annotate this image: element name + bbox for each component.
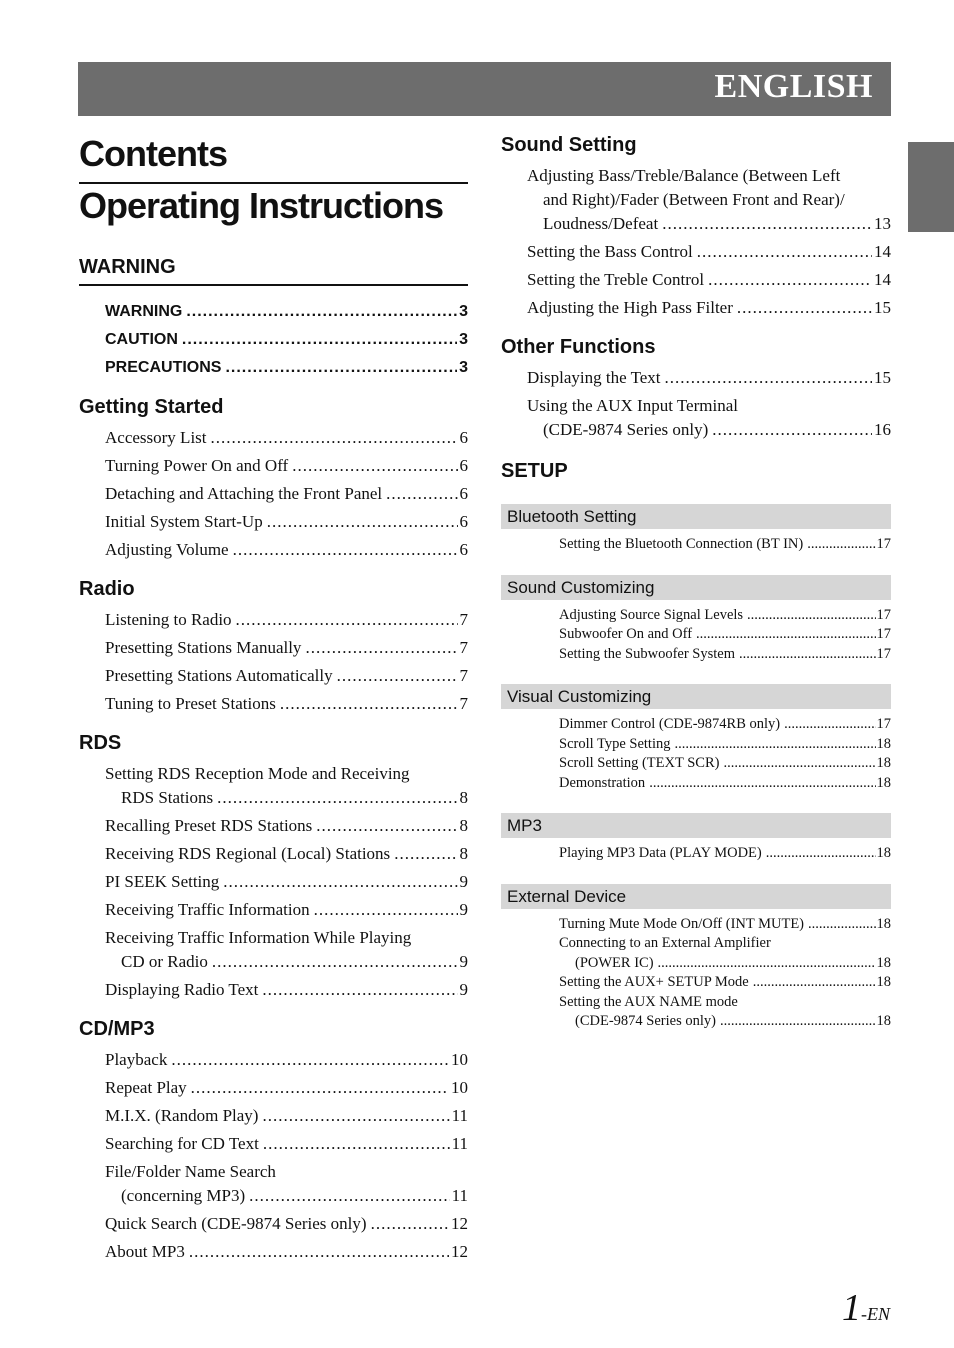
toc-entry[interactable]: Adjusting the High Pass Filter ..... 15 <box>501 296 891 320</box>
toc-entry[interactable]: Quick Search (CDE-9874 Series only) ..... 12 <box>79 1212 468 1236</box>
toc-entry[interactable]: PRECAUTIONS ..... 3 <box>79 356 468 380</box>
toc-entry[interactable]: Adjusting Volume ..... 6 <box>79 538 468 562</box>
right-column <box>501 132 891 1032</box>
toc-entry[interactable]: Turning Power On and Off ..... 6 <box>79 454 468 478</box>
toc-entry[interactable]: Displaying Radio Text ..... 9 <box>79 978 468 1002</box>
toc-entry[interactable]: Detaching and Attaching the Front Panel ..... 6 <box>79 482 468 506</box>
toc-entry-multiline[interactable]: File/Folder Name Search (concerning MP3) ..... 11 <box>79 1160 468 1208</box>
other-functions-section <box>501 334 891 442</box>
toc-entry[interactable]: Setting the Subwoofer System ..... 17 <box>559 645 891 665</box>
radio-section <box>79 576 468 716</box>
visual-customizing-bar: Visual Customizing <box>501 684 891 709</box>
toc-entry[interactable]: Displaying the Text ..... 15 <box>501 366 891 390</box>
toc-entry[interactable]: CAUTION ..... 3 <box>79 328 468 352</box>
section-title: Other Functions <box>501 336 656 358</box>
cdmp3-section <box>79 1016 468 1264</box>
side-tab-marker <box>908 142 954 232</box>
toc-entry[interactable]: Scroll Setting (TEXT SCR) ..... 18 <box>559 754 891 774</box>
toc-entry[interactable]: Presetting Stations Automatically ..... 7 <box>79 664 468 688</box>
sound-customizing-bar: Sound Customizing <box>501 575 891 600</box>
sound-setting-section <box>501 132 891 320</box>
toc-entry-multiline[interactable]: Setting the AUX NAME mode (CDE-9874 Series only) ..... 18 <box>559 993 891 1032</box>
toc-entry[interactable]: Adjusting Source Signal Levels ..... 17 <box>559 606 891 626</box>
toc-entry[interactable]: Setting the Bass Control ..... 14 <box>501 240 891 264</box>
section-title: Getting Started <box>79 396 224 418</box>
operating-instructions-heading: Operating Instructions <box>79 185 444 226</box>
toc-entry[interactable]: M.I.X. (Random Play) ..... 11 <box>79 1104 468 1128</box>
toc-entry-multiline[interactable]: Connecting to an External Amplifier (POWER IC) ..... 18 <box>559 934 891 973</box>
section-title: RDS <box>79 732 122 754</box>
toc-entry[interactable]: Repeat Play ..... 10 <box>79 1076 468 1100</box>
toc-entry[interactable]: Turning Mute Mode On/Off (INT MUTE) ..... 18 <box>559 915 891 935</box>
visual-customizing-list <box>501 715 891 793</box>
section-title: Radio <box>79 578 135 600</box>
section-title: Sound Setting <box>501 134 637 156</box>
toc-entry[interactable]: Receiving RDS Regional (Local) Stations ..... 8 <box>79 842 468 866</box>
toc-entry[interactable]: WARNING ..... 3 <box>79 300 468 324</box>
toc-entry[interactable]: Accessory List ..... 6 <box>79 426 468 450</box>
getting-started-section <box>79 394 468 562</box>
mp3-list <box>501 844 891 864</box>
sound-customizing-list <box>501 606 891 665</box>
toc-entry[interactable]: Playing MP3 Data (PLAY MODE) ..... 18 <box>559 844 891 864</box>
toc-entry-multiline[interactable]: Using the AUX Input Terminal (CDE-9874 Series only) ..... 16 <box>501 394 891 442</box>
warning-section-title: WARNING <box>79 256 176 278</box>
page-number-value: 1 <box>842 1287 861 1329</box>
toc-entry[interactable]: Dimmer Control (CDE-9874RB only) ..... 17 <box>559 715 891 735</box>
toc-entry[interactable]: Initial System Start-Up ..... 6 <box>79 510 468 534</box>
toc-entry[interactable]: Demonstration ..... 18 <box>559 774 891 794</box>
mp3-bar: MP3 <box>501 813 891 838</box>
bluetooth-list <box>501 535 891 555</box>
toc-entry[interactable]: Scroll Type Setting ..... 18 <box>559 735 891 755</box>
left-column <box>79 132 468 1268</box>
language-title: ENGLISH <box>714 68 873 105</box>
warning-list <box>79 300 468 380</box>
external-device-list <box>501 915 891 1032</box>
toc-entry[interactable]: Recalling Preset RDS Stations ..... 8 <box>79 814 468 838</box>
toc-entry[interactable]: Searching for CD Text ..... 11 <box>79 1132 468 1156</box>
toc-entry-multiline[interactable]: Receiving Traffic Information While Playing CD or Radio ..... 9 <box>79 926 468 974</box>
toc-entry[interactable]: Subwoofer On and Off ..... 17 <box>559 625 891 645</box>
page-number-suffix: -EN <box>861 1304 890 1324</box>
rds-section <box>79 730 468 1002</box>
page-number <box>842 1286 890 1330</box>
toc-entry[interactable]: Listening to Radio ..... 7 <box>79 608 468 632</box>
toc-entry[interactable]: Tuning to Preset Stations ..... 7 <box>79 692 468 716</box>
toc-entry[interactable]: Presetting Stations Manually ..... 7 <box>79 636 468 660</box>
warning-divider <box>79 284 468 286</box>
toc-entry[interactable]: Setting the Bluetooth Connection (BT IN) ..... 17 <box>559 535 891 555</box>
toc-entry-multiline[interactable]: Setting RDS Reception Mode and Receiving RDS Stations ..... 8 <box>79 762 468 810</box>
toc-entry-multiline[interactable]: Adjusting Bass/Treble/Balance (Between Left and Right)/Fader (Between Front and Rear)/ Loudness/Defeat ..... 13 <box>501 164 891 236</box>
toc-entry[interactable]: Setting the Treble Control ..... 14 <box>501 268 891 292</box>
toc-entry[interactable]: Playback ..... 10 <box>79 1048 468 1072</box>
section-title: CD/MP3 <box>79 1018 155 1040</box>
toc-entry[interactable]: PI SEEK Setting ..... 9 <box>79 870 468 894</box>
external-device-bar: External Device <box>501 884 891 909</box>
bluetooth-setting-bar: Bluetooth Setting <box>501 504 891 529</box>
toc-entry[interactable]: Receiving Traffic Information ..... 9 <box>79 898 468 922</box>
contents-heading: Contents <box>79 133 227 174</box>
toc-entry[interactable]: About MP3 ..... 12 <box>79 1240 468 1264</box>
toc-entry[interactable]: Setting the AUX+ SETUP Mode ..... 18 <box>559 973 891 993</box>
setup-section-title: SETUP <box>501 460 568 482</box>
language-banner <box>78 62 891 116</box>
